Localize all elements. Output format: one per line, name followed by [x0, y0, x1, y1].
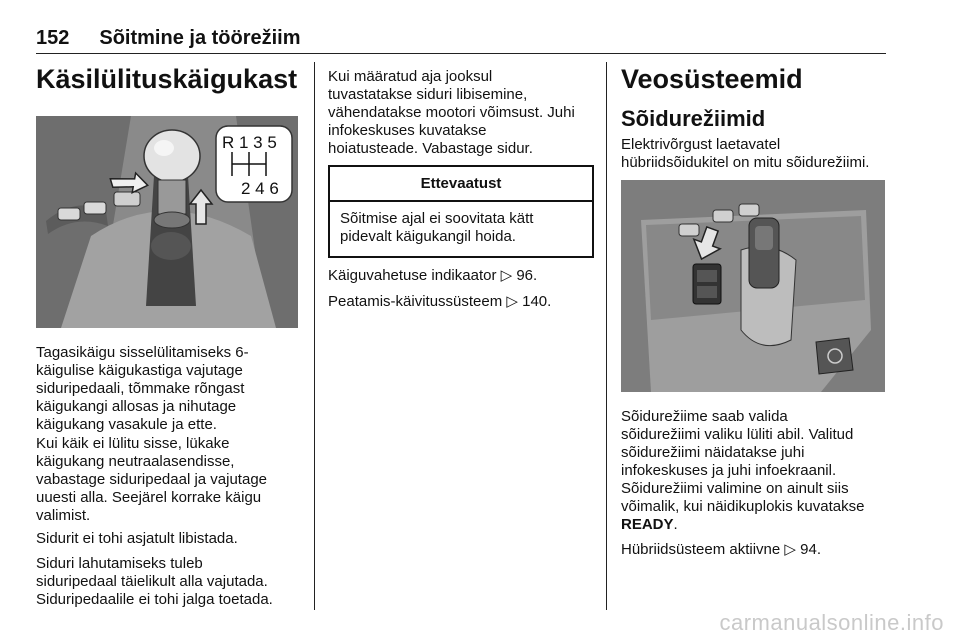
reference-text: Hübriidsüsteem aktiivne [621, 541, 781, 558]
gear-lever-svg [36, 116, 298, 328]
gear-lever-illustration [36, 116, 298, 328]
chapter-title: Sõitmine ja töörežiim [99, 27, 301, 49]
caution-box [328, 165, 594, 258]
section-heading-drive-systems: Veosüsteemid [621, 64, 803, 94]
ready-suffix: . [673, 516, 678, 533]
text-line: Kui määratud aja jooksul [328, 68, 493, 85]
text-line: vähendatakse mootori võimsust. Juhi [328, 104, 575, 121]
text-line: vabastage siduripedaal ja vajutage [36, 471, 267, 488]
reference-page: 140. [522, 293, 552, 310]
text-line: võimalik, kui näidikuplokis kuvatakse [621, 498, 865, 515]
reference-page: 94. [800, 541, 821, 558]
paragraph-reverse-gear [36, 344, 306, 434]
text-line: valimist. [36, 507, 91, 524]
text-line: siduripedaal täielikult alla vajutada. [36, 573, 268, 590]
text-line: pidevalt käigukangil hoida. [340, 228, 516, 245]
page-reference-arrow-icon: ▷ [784, 541, 796, 558]
page-reference-arrow-icon: ▷ [500, 267, 513, 284]
drive-mode-svg [621, 180, 885, 392]
text-line: Siduri lahutamiseks tuleb [36, 555, 203, 572]
text-line: tuvastatakse siduri libisemine, [328, 86, 528, 103]
cross-reference-stop-start[interactable] [328, 292, 551, 310]
text-line: infokeskuses kuvatakse [328, 122, 487, 139]
text-line: Elektrivõrgust laetavatel [621, 136, 781, 153]
caution-body [330, 202, 592, 256]
text-line: infokeskuses ja juhi infoekraanil. [621, 462, 837, 479]
paragraph-clutch-slip-detection [328, 68, 598, 158]
text-line: hoiatusteade. Vabastage sidur. [328, 140, 533, 157]
paragraph-drive-modes-intro [621, 136, 891, 172]
watermark: carmanualsonline.info [719, 610, 944, 635]
ready-keyword: READY [621, 516, 674, 533]
page-number: 152 [36, 27, 70, 49]
text-line: sõidurežiimi näidatakse juhi [621, 444, 805, 461]
text-line: Siduripedaalile ei tohi jalga toetada. [36, 591, 273, 608]
page-reference-arrow-icon: ▷ [506, 293, 518, 310]
section-heading-manual-gearbox: Käsilülituskäigukast [36, 64, 298, 94]
drive-mode-switch-illustration [621, 180, 885, 392]
text-line: Sõitmise ajal ei soovitata kätt [340, 210, 534, 227]
cross-reference-hybrid-active[interactable] [621, 540, 821, 558]
gear-pattern-top-labels: R 1 3 5 [222, 133, 277, 152]
subheading-drive-modes: Sõidurežiimid [621, 106, 766, 131]
page-header [36, 27, 301, 50]
paragraph-drive-mode-selection [621, 408, 891, 534]
text-line: käigukang vasakule ja ette. [36, 416, 217, 433]
reference-text: Peatamis-käivitussüsteem [328, 293, 503, 310]
column-divider-2 [606, 62, 607, 610]
text-line: sõidurežiimi valiku lüliti abil. Valitud [621, 426, 854, 443]
paragraph-clutch-pedal [36, 555, 311, 609]
reference-page: 96. [516, 267, 538, 284]
text-line: Sõidurežiime saab valida [621, 408, 788, 425]
cross-reference-shift-indicator[interactable] [328, 266, 537, 284]
reference-text: Käiguvahetuse indikaator [328, 267, 497, 284]
caution-title: Ettevaatust [330, 167, 592, 202]
header-rule [36, 53, 886, 54]
text-line: käigukangi allosas ja nihutage [36, 398, 237, 415]
column-divider-1 [314, 62, 315, 610]
paragraph-clutch-slip: Sidurit ei tohi asjatult libistada. [36, 530, 238, 547]
text-line: uuesti alla. Seejärel korrake käigu [36, 489, 262, 506]
text-line: Sõidurežiimi valimine on ainult siis [621, 480, 849, 497]
text-line: käigukang neutraalasendisse, [36, 453, 235, 470]
text-line: siduripedaali, tõmmake rõngast [36, 380, 245, 397]
paragraph-gear-not-engaging [36, 435, 306, 525]
text-line: käigulise käigukastiga vajutage [36, 362, 243, 379]
text-line: Tagasikäigu sisselülitamiseks 6- [36, 344, 249, 361]
text-line: Kui käik ei lülitu sisse, lükake [36, 435, 230, 452]
text-line-ready [621, 516, 891, 534]
text-line: hübriidsõidukitel on mitu sõidurežiimi. [621, 154, 870, 171]
gear-pattern-bottom-labels: 2 4 6 [241, 179, 279, 198]
